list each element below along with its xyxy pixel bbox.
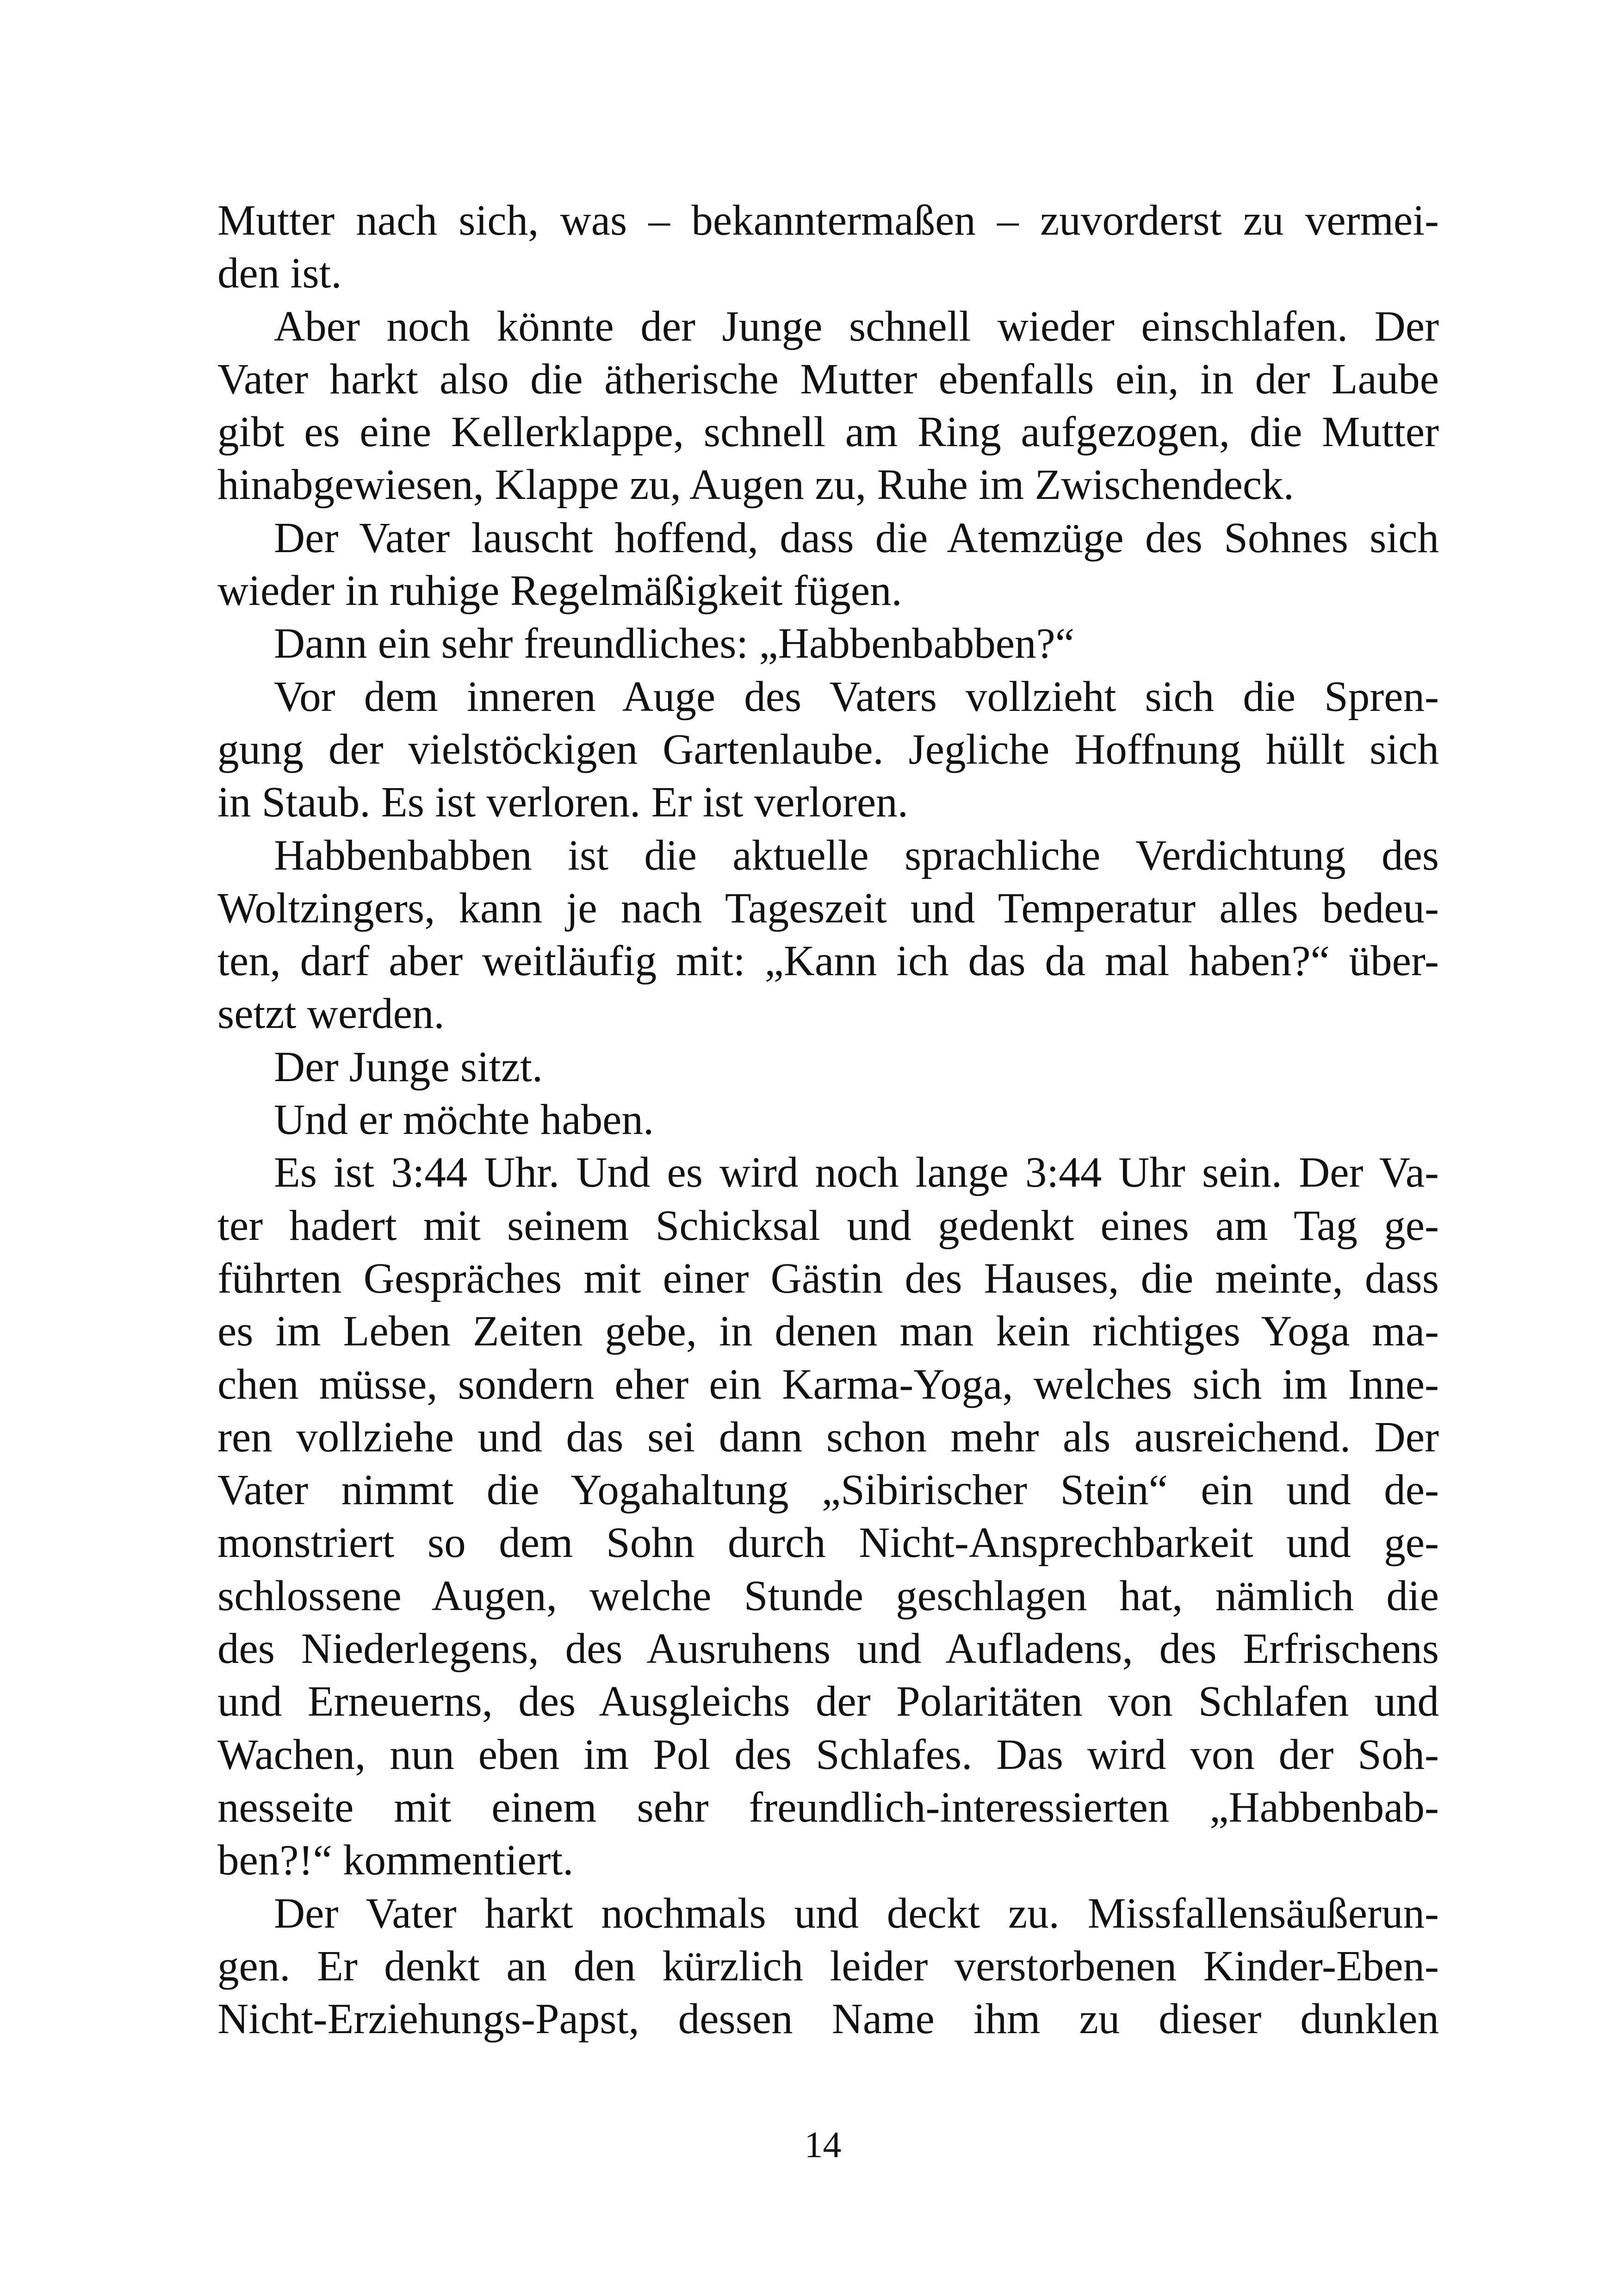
text-line: ten, darf aber weitläufig mit: „Kann ich das da mal haben?“ über- — [217, 937, 1439, 985]
text-line: nesseite mit einem sehr freundlich-interessierten „Habbenbab- — [217, 1783, 1439, 1831]
text-line: ter hadert mit seinem Schicksal und gedenkt eines am Tag ge- — [217, 1201, 1439, 1250]
text-line: gung der vielstöckigen Gartenlaube. Jegliche Hoffnung hüllt sich — [217, 725, 1439, 773]
text-line: Nicht-Erziehungs-Papst, dessen Name ihm zu dieser dunklen — [217, 1995, 1439, 2043]
text-line: gen. Er denkt an den kürzlich leider verstorbenen Kinder-Eben- — [217, 1942, 1439, 1990]
text-line: ben?!“ kommentiert. — [217, 1836, 574, 1885]
text-line: Der Vater lauscht hoffend, dass die Atemzüge des Sohnes sich — [274, 514, 1439, 562]
paragraph — [217, 300, 1439, 512]
text-line: setzt werden. — [217, 990, 445, 1038]
text-line: chen müsse, sondern eher ein Karma-Yoga, welches sich im Inne- — [217, 1360, 1439, 1408]
text-line: wieder in ruhige Regelmäßigkeit fügen. — [217, 567, 902, 615]
text-line: gibt es eine Kellerklappe, schnell am Ring aufgezogen, die Mutter — [217, 408, 1439, 456]
paragraph — [217, 1146, 1439, 1887]
text-line: Der Vater harkt nochmals und deckt zu. Missfallensäußerun- — [274, 1889, 1439, 1937]
text-line: es im Leben Zeiten gebe, in denen man kein richtiges Yoga ma- — [217, 1307, 1439, 1356]
paragraph — [217, 671, 1439, 829]
text-line: schlossene Augen, welche Stunde geschlagen hat, nämlich die — [217, 1572, 1439, 1620]
text-line: Dann ein sehr freundliches: „Habbenbabben?“ — [274, 620, 1075, 668]
text-line: Vater harkt also die ätherische Mutter ebenfalls ein, in der Laube — [217, 355, 1439, 403]
paragraph — [217, 512, 1439, 618]
text-line: in Staub. Es ist verloren. Er ist verloren. — [217, 778, 908, 827]
text-line: Vater nimmt die Yogahaltung „Sibirischer Stein“ ein und de- — [217, 1466, 1439, 1514]
page-number: 14 — [804, 2125, 842, 2165]
text-line: Es ist 3:44 Uhr. Und es wird noch lange 3:44 Uhr sein. Der Va- — [274, 1149, 1439, 1197]
paragraph — [217, 194, 1439, 300]
text-line: den ist. — [217, 249, 342, 298]
body-text — [217, 194, 1439, 2046]
text-line: Vor dem inneren Auge des Vaters vollzieht sich die Spren- — [274, 672, 1439, 721]
text-line: Und er möchte haben. — [274, 1096, 654, 1144]
text-line: Aber noch könnte der Junge schnell wieder einschlafen. Der — [274, 302, 1439, 350]
paragraph — [217, 617, 1439, 670]
text-line: Habbenbabben ist die aktuelle sprachliche Verdichtung des — [274, 831, 1439, 879]
text-line: führten Gespräches mit einer Gästin des Hauses, die meinte, dass — [217, 1254, 1439, 1302]
text-line: Mutter nach sich, was – bekanntermaßen – zuvorderst zu vermei- — [217, 197, 1439, 244]
text-line: Woltzingers, kann je nach Tageszeit und Temperatur alles bedeu- — [217, 884, 1439, 932]
paragraph — [217, 1887, 1439, 2046]
text-line: und Erneuerns, des Ausgleichs der Polaritäten von Schlafen und — [217, 1678, 1439, 1726]
text-line: ren vollziehe und das sei dann schon mehr als ausreichend. Der — [217, 1413, 1439, 1461]
text-line: des Niederlegens, des Ausruhens und Aufladens, des Erfrischens — [217, 1625, 1439, 1673]
text-line: Wachen, nun eben im Pol des Schlafes. Das wird von der Soh- — [217, 1730, 1439, 1779]
text-line: monstriert so dem Sohn durch Nicht-Ansprechbarkeit und ge- — [217, 1519, 1439, 1567]
paragraph — [217, 829, 1439, 1041]
paragraph — [217, 1094, 1439, 1146]
text-line: hinabgewiesen, Klappe zu, Augen zu, Ruhe im Zwischendeck. — [217, 461, 1294, 509]
paragraph — [217, 1041, 1439, 1094]
text-line: Der Junge sitzt. — [274, 1043, 543, 1091]
